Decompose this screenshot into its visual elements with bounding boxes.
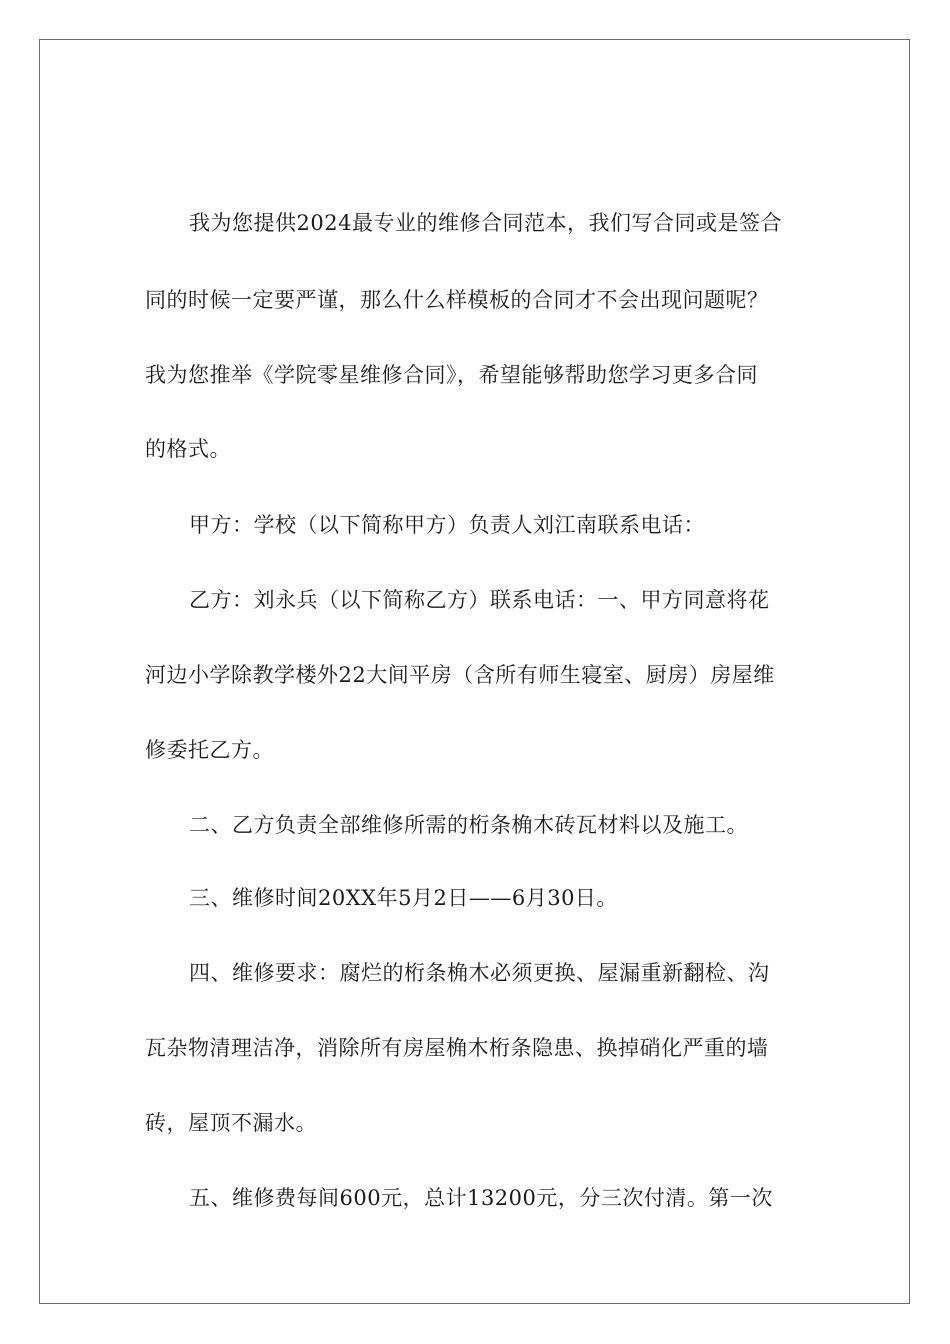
text-line: 修委托乙方。 [145, 738, 274, 762]
text-line: 瓦杂物清理洁净，消除所有房屋桷木桁条隐患、换掉硝化严重的墙 [145, 1036, 769, 1060]
text-line: 三、维修时间20XX年5月2日——6月30日。 [189, 886, 618, 910]
text-line: 二、乙方负责全部维修所需的桁条桷木砖瓦材料以及施工。 [189, 813, 748, 837]
text-line: 砖，屋顶不漏水。 [145, 1111, 317, 1135]
text-line: 四、维修要求：腐烂的桁条桷木必须更换、屋漏重新翻检、沟 [189, 961, 770, 985]
text-line: 我为您推举《学院零星维修合同》，希望能够帮助您学习更多合同 [145, 363, 758, 387]
text-line: 我为您提供2024最专业的维修合同范本，我们写合同或是签合 [189, 211, 782, 235]
text-line: 的格式。 [145, 437, 231, 461]
text-line: 甲方：学校（以下简称甲方）负责人刘江南联系电话： [189, 513, 705, 537]
text-line: 乙方：刘永兵（以下简称乙方）联系电话：一、甲方同意将花 [189, 588, 770, 612]
text-line: 河边小学除教学楼外22大间平房（含所有师生寝室、厨房）房屋维 [145, 663, 775, 687]
text-line: 同的时候一定要严谨，那么什么样模板的合同才不会出现问题呢？ [145, 288, 769, 312]
text-line: 五、维修费每间600元，总计13200元，分三次付清。第一次 [189, 1186, 773, 1210]
